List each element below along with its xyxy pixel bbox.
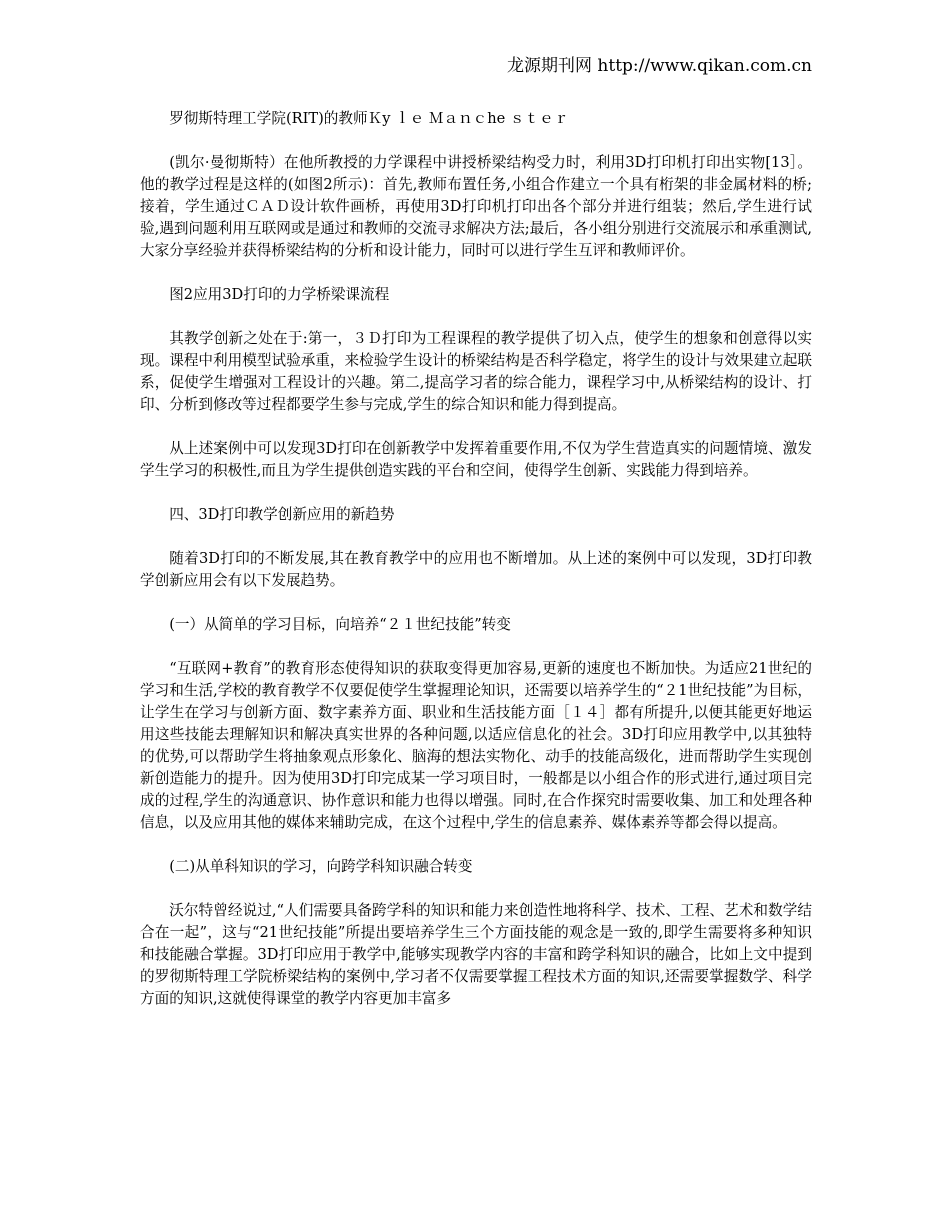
section-heading-trends: 四、3D打印教学创新应用的新趋势: [169, 506, 395, 523]
paragraph-case-summary: 从上述案例中可以发现3D打印在创新教学中发挥着重要作用,不仅为学生营造真实的问题情境、激发学生学习的积极性,而且为学生提供创造实践的平台和空间，使得学生创新、实践能力得到培养。: [140, 440, 812, 479]
paragraph-trends-intro: 随着3D打印的不断发展,其在教育教学中的应用也不断增加。从上述的案例中可以发现，3D打印教学创新应用会有以下发展趋势。: [140, 550, 812, 589]
subsection-heading-1: (一）从简单的学习目标，向培养“２１世纪技能”转变: [169, 616, 511, 633]
subsection-heading-2: (二)从单科知识的学习，向跨学科知识融合转变: [169, 858, 473, 875]
paragraph-21st-century-skills: “互联网+教育”的教育形态使得知识的获取变得更加容易,更新的速度也不断加快。为适应21世纪的学习和生活,学校的教育教学不仅要促使学生掌握理论知识，还需要以培养学生的“２1世纪技能”为目标，让学生在学习与创新方面、数字素养方面、职业和生活技能方面［１４］都有所提升,以便其能更好地运用这些技能去理解知识和解决真实世界的各种问题,以适应信息化的社会。3D打印应用教学中,以其独特的优势,可以帮助学生将抽象观点形象化、脑海的想法实物化、动手的技能高级化，进而帮助学生实现创新创造能力的提升。因为使用3D打印完成某一学习项目时，一般都是以小组合作的形式进行,通过项目完成的过程,学生的沟通意识、协作意识和能力也得以增强。同时,在合作探究时需要收集、加工和处理各种信息，以及应用其他的媒体来辅助完成，在这个过程中,学生的信息素养、媒体素养等都会得以提高。: [140, 660, 812, 831]
figure-caption: 图2应用3D打印的力学桥梁课流程: [169, 286, 390, 303]
paragraph-teaching-process: (凯尔·曼彻斯特）在他所教授的力学课程中讲授桥梁结构受力时，利用3D打印机打印出实物[13］。他的教学过程是这样的(如图2所示)：首先,教师布置任务,小组合作建立一个具有桁架的非金属材料的桥;接着，学生通过ＣＡＤ设计软件画桥，再使用3D打印机打印出各个部分并进行组装；然后,学生进行试验,遇到问题利用互联网或是通过和教师的交流寻求解决方法;最后，各小组分别进行交流展示和承重测试,大家分享经验并获得桥梁结构的分析和设计能力，同时可以进行学生互评和教师评价。: [140, 154, 812, 259]
journal-site-header: 龙源期刊网 http://www.qikan.com.cn: [507, 56, 812, 76]
paragraph-interdisciplinary: 沃尔特曾经说过,“人们需要具备跨学科的知识和能力来创造性地将科学、技术、工程、艺术和数学结合在一起”，这与“21世纪技能”所提出要培养学生三个方面技能的观念是一致的,即学生需要将多种知识和技能融合掌握。3D打印应用于教学中,能够实现教学内容的丰富和跨学科知识的融合，比如上文中提到的罗彻斯特理工学院桥梁结构的案例中,学习者不仅需要掌握工程技术方面的知识,还需要掌握数学、科学方面的知识,这就使得课堂的教学内容更加丰富多: [140, 902, 812, 1007]
paragraph-rit-teacher: 罗彻斯特理工学院(RIT)的教师Ｋy ｌｅ Ｍａｎｃhe ｓｔｅｒ: [169, 110, 569, 127]
article-body: [140, 108, 812, 1032]
paragraph-innovation: 其教学创新之处在于:第一，３Ｄ打印为工程课程的教学提供了切入点，使学生的想象和创意得以实现。课程中利用模型试验承重，来检验学生设计的桥梁结构是否科学稳定，将学生的设计与效果建立起联系，促使学生增强对工程设计的兴趣。第二,提高学习者的综合能力，课程学习中,从桥梁结构的设计、打印、分析到修改等过程都要学生参与完成,学生的综合知识和能力得到提高。: [140, 330, 812, 413]
